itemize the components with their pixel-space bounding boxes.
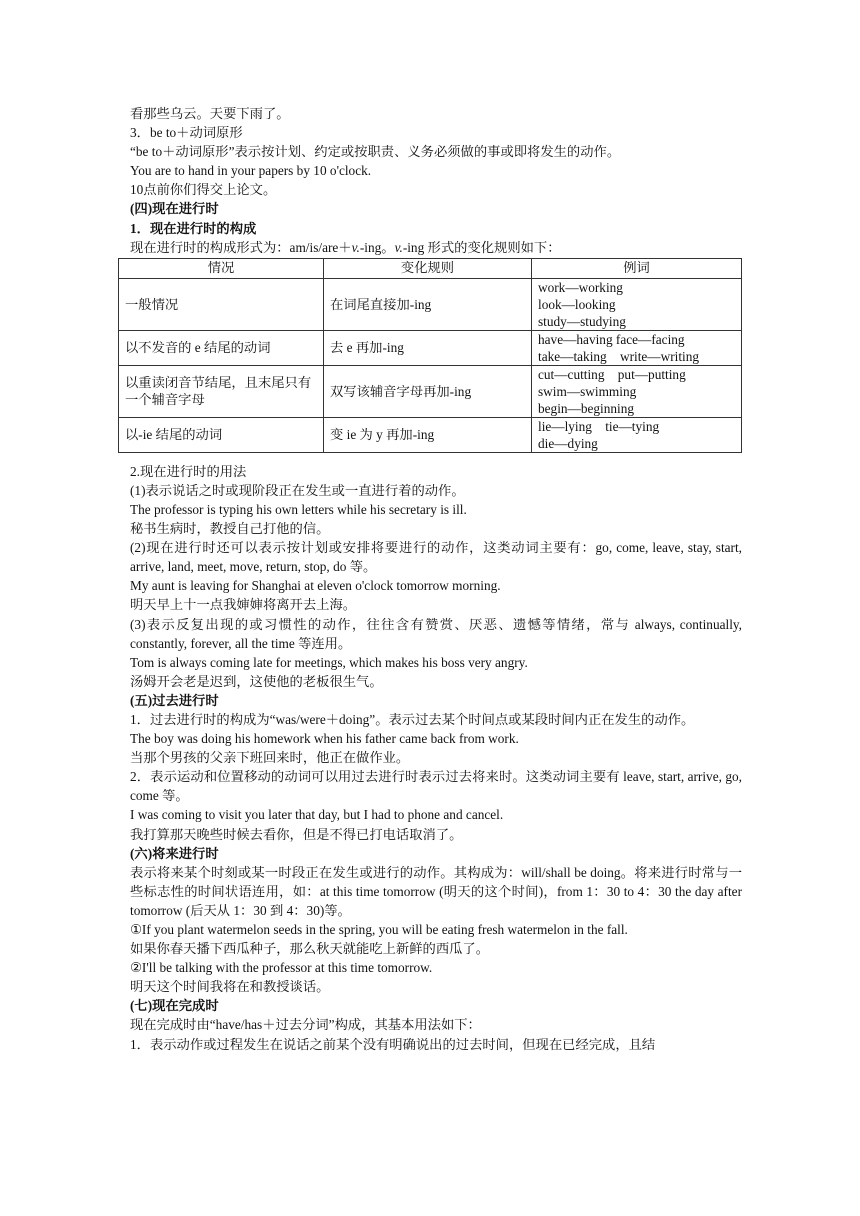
text-segment: -ing 形式的变化规则如下： [402,239,561,255]
example-word: lie—lying tie—tying [538,418,660,434]
example-word: look—looking [538,296,616,312]
body-text [130,462,742,1054]
case-cell: 以重读闭音节结尾，且末尾只有一个辅音字母 [119,365,324,417]
text-segment: 现在进行时的构成形式为：am/is/are＋ [130,239,352,255]
paragraph: (2)现在进行时还可以表示按计划或安排将要进行的动作，这类动词主要有：go, come, leave, stay, start, arrive, land, meet, move, return, stop, do 等。 [130,540,742,575]
paragraph: 明天这个时间我将在和教授谈话。 [130,979,330,995]
paragraph: My aunt is leaving for Shanghai at eleven o'clock tomorrow morning. [130,578,501,594]
text-line: “be to＋动词原形”表示按计划、约定或按职责、义务必须做的事或即将发生的动作。 [130,144,621,160]
case-cell: 一般情况 [119,278,324,330]
text-segment: -ing。 [359,239,395,255]
text-line [130,238,742,257]
paragraph: (3)表示反复出现的或习惯性的动作，往往含有赞赏、厌恶、遗憾等情绪，常与 always, continually, constantly, forever, all the time 等连用。 [130,616,742,651]
italic-v: v. [351,239,360,255]
example-word: take—taking write—writing [538,348,700,364]
section-heading: (七)现在完成时 [130,998,219,1014]
examples-cell [532,330,742,365]
paragraph: 现在完成时由“have/has＋过去分词”构成，其基本用法如下： [130,1017,481,1033]
paragraph: 如果你春天播下西瓜种子，那么秋天就能吃上新鲜的西瓜了。 [130,941,490,957]
text-line: 看那些乌云。天要下雨了。 [130,106,290,121]
table-row [119,330,742,365]
paragraph: 明天早上十一点我婶婶将离开去上海。 [130,597,357,613]
document-content [125,104,742,1054]
section-heading: (六)将来进行时 [130,845,219,861]
rule-cell: 在词尾直接加-ing [324,278,532,330]
paragraph: 2．表示运动和位置移动的动词可以用过去进行时表示过去将来时。这类动词主要有 leave, start, arrive, go, come 等。 [130,769,742,804]
paragraph: 我打算那天晚些时候去看你，但是不得已打电话取消了。 [130,826,463,842]
rule-cell: 双写该辅音字母再加-ing [324,365,532,417]
table-row [119,417,742,452]
column-header: 情况 [119,258,324,278]
example-word: swim—swimming [538,383,637,399]
paragraph: 1．表示动作或过程发生在说话之前某个没有明确说出的过去时间，但现在已经完成，且结 [130,1036,656,1052]
rule-cell: 去 e 再加-ing [324,330,532,365]
examples-cell [532,278,742,330]
ing-rules-table [118,258,742,453]
example-word: study—studying [538,313,626,329]
examples-cell [532,365,742,417]
example-sentence: You are to hand in your papers by 10 o'clock. [130,163,372,179]
paragraph: ②I'll be talking with the professor at this time tomorrow. [130,960,433,976]
paragraph: 1．过去进行时的构成为“was/were＋doing”。表示过去某个时间点或某段时间内正在发生的动作。 [130,711,695,727]
paragraph: The professor is typing his own letters while his secretary is ill. [130,501,467,517]
text-line: 3．be to＋动词原形 [130,125,243,141]
paragraph: 2.现在进行时的用法 [130,463,247,479]
example-word: work—working [538,279,623,295]
table-header-row [119,258,742,278]
case-cell: 以-ie 结尾的动词 [119,417,324,452]
section-heading: (四)现在进行时 [130,201,219,217]
paragraph: 秘书生病时，教授自己打他的信。 [130,521,330,537]
paragraph: ①If you plant watermelon seeds in the spring, you will be eating fresh watermelon in the fall. [130,922,628,937]
translation: 10点前你们得交上论文。 [130,182,277,198]
example-word: die—dying [538,435,598,451]
case-cell: 以不发音的 e 结尾的动词 [119,330,324,365]
paragraph: I was coming to visit you later that day, but I had to phone and cancel. [130,807,504,823]
paragraph: Tom is always coming late for meetings, which makes his boss very angry. [130,654,528,670]
table-row [119,278,742,330]
table-row [119,365,742,417]
paragraph: The boy was doing his homework when his father came back from work. [130,731,519,747]
rule-cell: 变 ie 为 y 再加-ing [324,417,532,452]
column-header: 例词 [532,258,742,278]
paragraph: (1)表示说话之时或现阶段正在发生或一直进行着的动作。 [130,482,465,498]
paragraph: 当那个男孩的父亲下班回来时，他正在做作业。 [130,750,410,766]
paragraph: 表示将来某个时刻或某一时段正在发生或进行的动作。其构成为：will/shall be doing。将来进行时常与一些标志性的时间状语连用，如：at this time tomorrow (明天的这个时间)，from 1：30 to 4：30 the day after tomorrow (后天从 1：30 到 4：30)等。 [130,864,742,918]
section-heading: (五)过去进行时 [130,692,219,708]
subsection-heading: 1．现在进行时的构成 [130,220,257,236]
column-header: 变化规则 [324,258,532,278]
italic-v: v. [394,239,403,255]
example-word: cut—cutting put—putting [538,366,686,382]
example-word: begin—beginning [538,400,635,416]
paragraph: 汤姆开会老是迟到，这使他的老板很生气。 [130,673,383,689]
examples-cell [532,417,742,452]
example-word: have—having face—facing [538,331,685,347]
